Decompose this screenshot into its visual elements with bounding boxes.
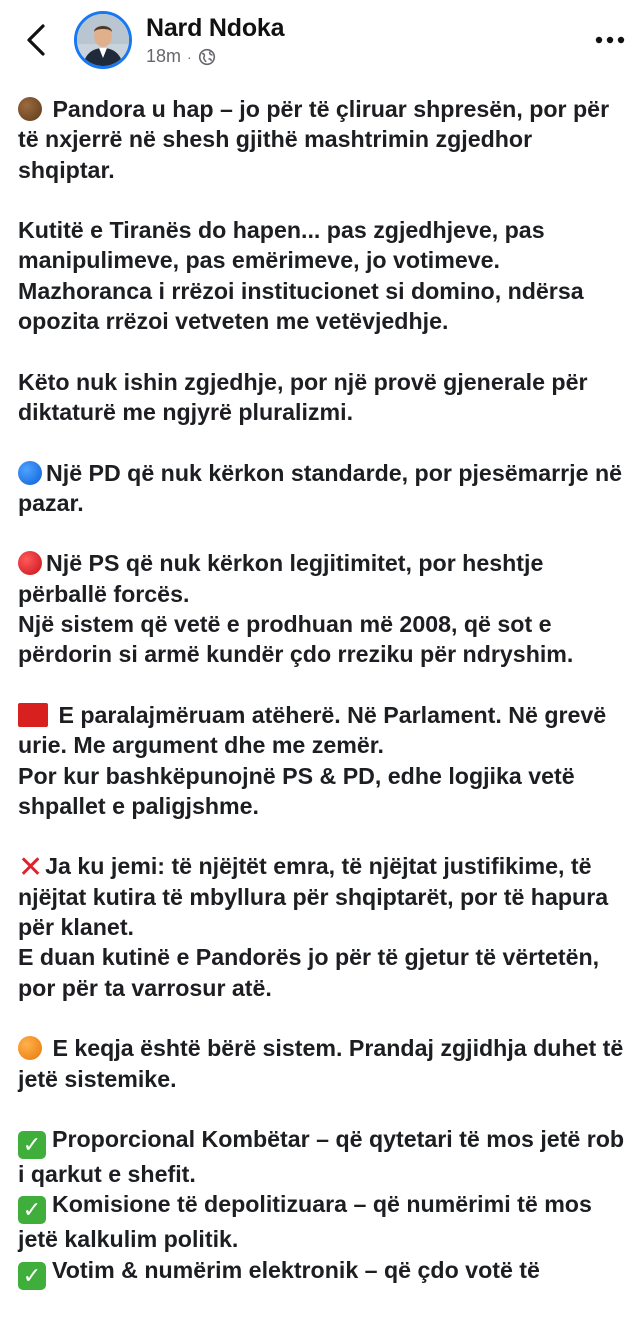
blue-circle-icon	[18, 461, 42, 485]
post-paragraph	[18, 548, 630, 669]
post-meta	[146, 46, 216, 67]
post-paragraph	[18, 700, 630, 821]
checklist-item: Votim & numërim elektronik – që çdo votë të	[52, 1256, 540, 1283]
checklist	[18, 1124, 630, 1290]
meta-separator: ·	[187, 48, 192, 65]
red-circle-icon	[18, 551, 42, 575]
post-header	[0, 0, 640, 84]
post-body	[18, 94, 630, 1320]
more-horizontal-icon	[595, 36, 625, 44]
post-paragraph	[18, 215, 630, 336]
check-mark-icon: ✓	[18, 1262, 46, 1290]
paragraph-text: E keqja është bërë sistem. Prandaj zgjidhja duhet të jetë sistemike.	[18, 1035, 624, 1092]
profile-photo-icon	[77, 14, 129, 66]
post-paragraph	[18, 94, 630, 185]
checklist-item: Proporcional Kombëtar – që qytetari të mos jetë rob i qarkut e shefit.	[18, 1126, 625, 1188]
post-paragraph	[18, 851, 630, 1002]
post-paragraph	[18, 458, 630, 519]
chevron-left-icon	[25, 23, 47, 57]
post-paragraph	[18, 1033, 630, 1094]
cross-mark-icon: ✕	[18, 851, 44, 885]
paragraph-text: Ja ku jemi: të njëjtët emra, të njëjtat justifikime, të njëjtat kutira të mbyllura për shqiptarët, por të hapura për klanet. E duan kutinë e Pandorës jo për të gjetur të vërtetën, por për ta varrosur atë.	[18, 853, 609, 1001]
paragraph-text: Një PS që nuk kërkon legjitimitet, por heshtje përballë forcës. Një sistem që vetë e prodhuan më 2008, që sot e përdorin si armë kundër çdo rreziku për ndryshim.	[18, 550, 574, 668]
check-mark-icon: ✓	[18, 1131, 46, 1159]
globe-icon[interactable]	[198, 48, 216, 66]
post-paragraph	[18, 367, 630, 428]
back-button[interactable]	[16, 20, 56, 60]
timestamp[interactable]: 18m	[146, 46, 182, 66]
paragraph-text: E paralajmëruam atëherë. Në Parlament. Në grevë urie. Me argument dhe me zemër. Por kur bashkëpunojnë PS & PD, edhe logjika vetë shpallet e paligjshme.	[18, 701, 607, 819]
check-mark-icon: ✓	[18, 1196, 46, 1224]
checklist-item: Komisione të depolitizuara – që numërimi të mos jetë kalkulim politik.	[18, 1191, 592, 1253]
paragraph-text: Këto nuk ishin zgjedhje, por një provë gjenerale për diktaturë me ngjyrë pluralizmi.	[18, 368, 588, 425]
paragraph-text: Një PD që nuk kërkon standarde, por pjesëmarrje në pazar.	[18, 459, 623, 516]
red-square-icon	[18, 703, 48, 727]
brown-circle-icon	[18, 97, 42, 121]
more-options-button[interactable]	[590, 22, 630, 58]
orange-circle-icon	[18, 1036, 42, 1060]
author-name[interactable]: Nard Ndoka	[146, 14, 285, 42]
avatar[interactable]	[74, 11, 132, 69]
paragraph-text: Kutitë e Tiranës do hapen... pas zgjedhjeve, pas manipulimeve, pas emërimeve, jo votimeve. Mazhoranca i rrëzoi institucionet si domino, ndërsa opozita rrëzoi vetveten me vetëvjedhje.	[18, 217, 584, 335]
paragraph-text: Pandora u hap – jo për të çliruar shpresën, por për të nxjerrë në shesh gjithë mashtrimin zgjedhor shqiptar.	[18, 96, 610, 183]
